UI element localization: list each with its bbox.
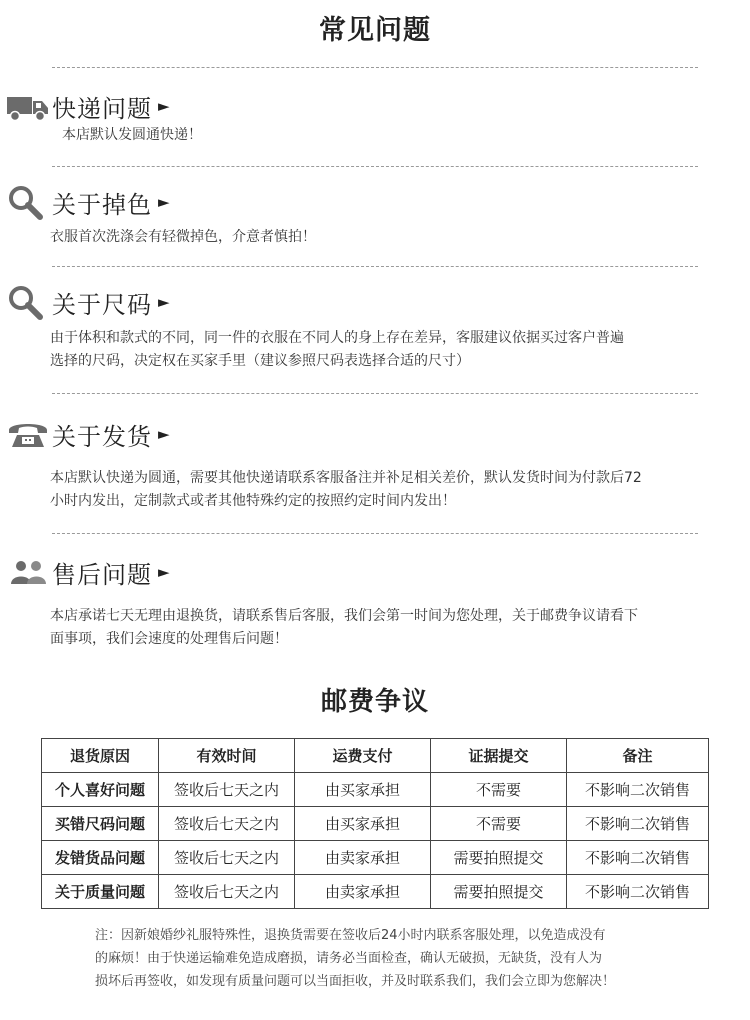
page-title: 常见问题 <box>319 15 431 46</box>
section-text-line: 面事项，我们会速度的处理售后问题！ <box>50 631 288 647</box>
section-fading-head <box>6 182 170 222</box>
section-fading-body <box>50 226 742 249</box>
table-cell: 签收后七天之内 <box>159 773 295 807</box>
triangle-right-icon: ► <box>158 193 170 211</box>
truck-icon <box>6 88 50 124</box>
section-aftersales-head <box>6 552 170 592</box>
footnote-line: 损坏后再签收，如发现有质量问题可以当面拒收，并及时联系我们，我们会立即为您解决！ <box>95 974 616 989</box>
triangle-right-icon: ► <box>158 563 170 581</box>
footnote-line: 注：因新娘婚纱礼服特殊性，退换货需要在签收后24小时内联系客服处理，以免造成没有 <box>95 928 606 943</box>
table-cell: 由买家承担 <box>295 773 431 807</box>
table-row <box>42 875 709 909</box>
table-header-row <box>42 739 709 773</box>
section-title: 售后问题 <box>52 560 152 589</box>
divider <box>52 166 698 167</box>
section-title: 快递问题 <box>52 94 152 123</box>
section-text-line: 由于体积和款式的不同，同一件的衣服在不同人的身上存在差异，客服建议依据买过客户普遍 <box>50 330 624 346</box>
table-cell: 需要拍照提交 <box>431 841 567 875</box>
table-cell: 发错货品问题 <box>42 841 159 875</box>
column-header: 运费支付 <box>295 739 431 773</box>
policy-title: 邮费争议 <box>320 687 429 717</box>
section-shipping-head <box>6 86 170 126</box>
triangle-right-icon: ► <box>158 97 170 115</box>
users-icon <box>6 554 50 590</box>
table-cell: 不影响二次销售 <box>567 875 709 909</box>
table-cell: 买错尺码问题 <box>42 807 159 841</box>
table-cell: 不影响二次销售 <box>567 841 709 875</box>
section-title: 关于尺码 <box>52 290 152 319</box>
table-cell: 签收后七天之内 <box>159 841 295 875</box>
section-text-line: 本店默认发圆通快递！ <box>62 127 202 143</box>
table-cell: 不影响二次销售 <box>567 807 709 841</box>
section-delivery-body <box>50 467 742 513</box>
section-text-line: 衣服首次洗涤会有轻微掉色，介意者慎拍！ <box>50 229 316 245</box>
table-row <box>42 807 709 841</box>
table-cell: 个人喜好问题 <box>42 773 159 807</box>
section-text-line: 选择的尺码，决定权在买家手里（建议参照尺码表选择合适的尺寸） <box>50 353 470 369</box>
section-title: 关于掉色 <box>52 190 152 219</box>
table-cell: 关于质量问题 <box>42 875 159 909</box>
postage-policy-table <box>41 738 709 909</box>
table-cell: 不需要 <box>431 773 567 807</box>
section-text-line: 本店承诺七天无理由退换货，请联系售后客服，我们会第一时间为您处理，关于邮费争议请看下 <box>50 608 638 624</box>
table-cell: 需要拍照提交 <box>431 875 567 909</box>
section-delivery-head <box>6 414 170 454</box>
section-text-line: 小时内发出，定制款式或者其他特殊约定的按照约定时间内发出！ <box>50 493 456 509</box>
section-shipping-body <box>62 124 750 147</box>
divider <box>52 393 698 394</box>
column-header: 备注 <box>567 739 709 773</box>
divider <box>52 266 698 267</box>
triangle-right-icon: ► <box>158 425 170 443</box>
section-size-body <box>50 327 742 373</box>
table-cell: 由卖家承担 <box>295 841 431 875</box>
table-cell: 签收后七天之内 <box>159 875 295 909</box>
table-cell: 由卖家承担 <box>295 875 431 909</box>
magnifier-icon <box>6 184 50 220</box>
column-header: 有效时间 <box>159 739 295 773</box>
footnote <box>95 924 695 993</box>
table-row <box>42 841 709 875</box>
column-header: 退货原因 <box>42 739 159 773</box>
section-text-line: 本店默认快递为圆通，需要其他快递请联系客服备注并补足相关差价，默认发货时间为付款后72 <box>50 470 642 486</box>
section-size-head <box>6 282 170 322</box>
magnifier-icon <box>6 284 50 320</box>
table-row <box>42 773 709 807</box>
section-title: 关于发货 <box>52 422 152 451</box>
divider <box>52 533 698 534</box>
table-cell: 不影响二次销售 <box>567 773 709 807</box>
telephone-icon <box>6 416 50 452</box>
section-aftersales-body <box>50 605 742 651</box>
table-cell: 签收后七天之内 <box>159 807 295 841</box>
triangle-right-icon: ► <box>158 293 170 311</box>
table-cell: 由买家承担 <box>295 807 431 841</box>
table-cell: 不需要 <box>431 807 567 841</box>
column-header: 证据提交 <box>431 739 567 773</box>
footnote-line: 的麻烦！由于快递运输难免造成磨损，请务必当面检查，确认无破损，无缺货，没有人为 <box>95 951 603 966</box>
divider <box>52 67 698 68</box>
